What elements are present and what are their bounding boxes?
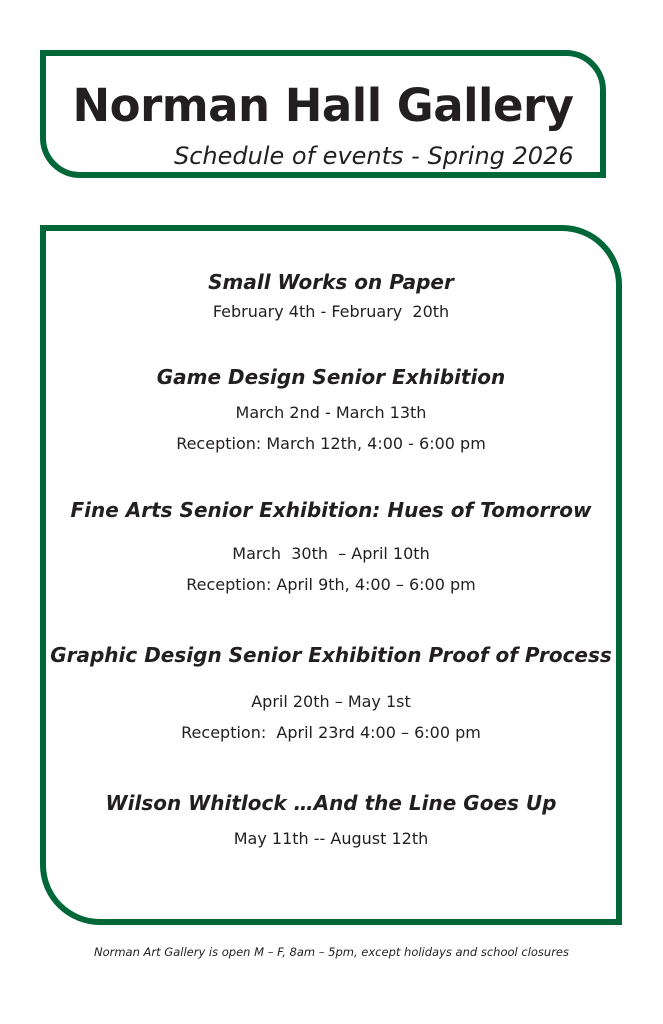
event-dates: May 11th -- August 12th (233, 829, 429, 848)
event-title: Game Design Senior Exhibition (156, 365, 506, 389)
page-subtitle: Schedule of events - Spring 2026 (174, 142, 574, 170)
event-title: Small Works on Paper (208, 270, 454, 294)
event-reception: Reception: April 9th, 4:00 – 6:00 pm (186, 575, 476, 594)
event-title: Wilson Whitlock …And the Line Goes Up (105, 791, 557, 815)
page-title: Norman Hall Gallery (72, 79, 574, 132)
event-dates: February 4th - February 20th (212, 302, 450, 321)
header-box (40, 50, 606, 178)
schedule-box (40, 225, 622, 925)
footer-note: Norman Art Gallery is open M – F, 8am – 5pm, except holidays and school closures (93, 945, 569, 959)
event-title: Graphic Design Senior Exhibition Proof of Process (50, 643, 612, 667)
event-dates: April 20th – May 1st (251, 692, 411, 711)
event-reception: Reception: April 23rd 4:00 – 6:00 pm (181, 723, 481, 742)
event-dates: March 30th – April 10th (232, 544, 430, 563)
event-title: Fine Arts Senior Exhibition: Hues of Tomorrow (70, 498, 592, 522)
event-dates: March 2nd - March 13th (235, 403, 427, 422)
event-reception: Reception: March 12th, 4:00 - 6:00 pm (176, 434, 486, 453)
